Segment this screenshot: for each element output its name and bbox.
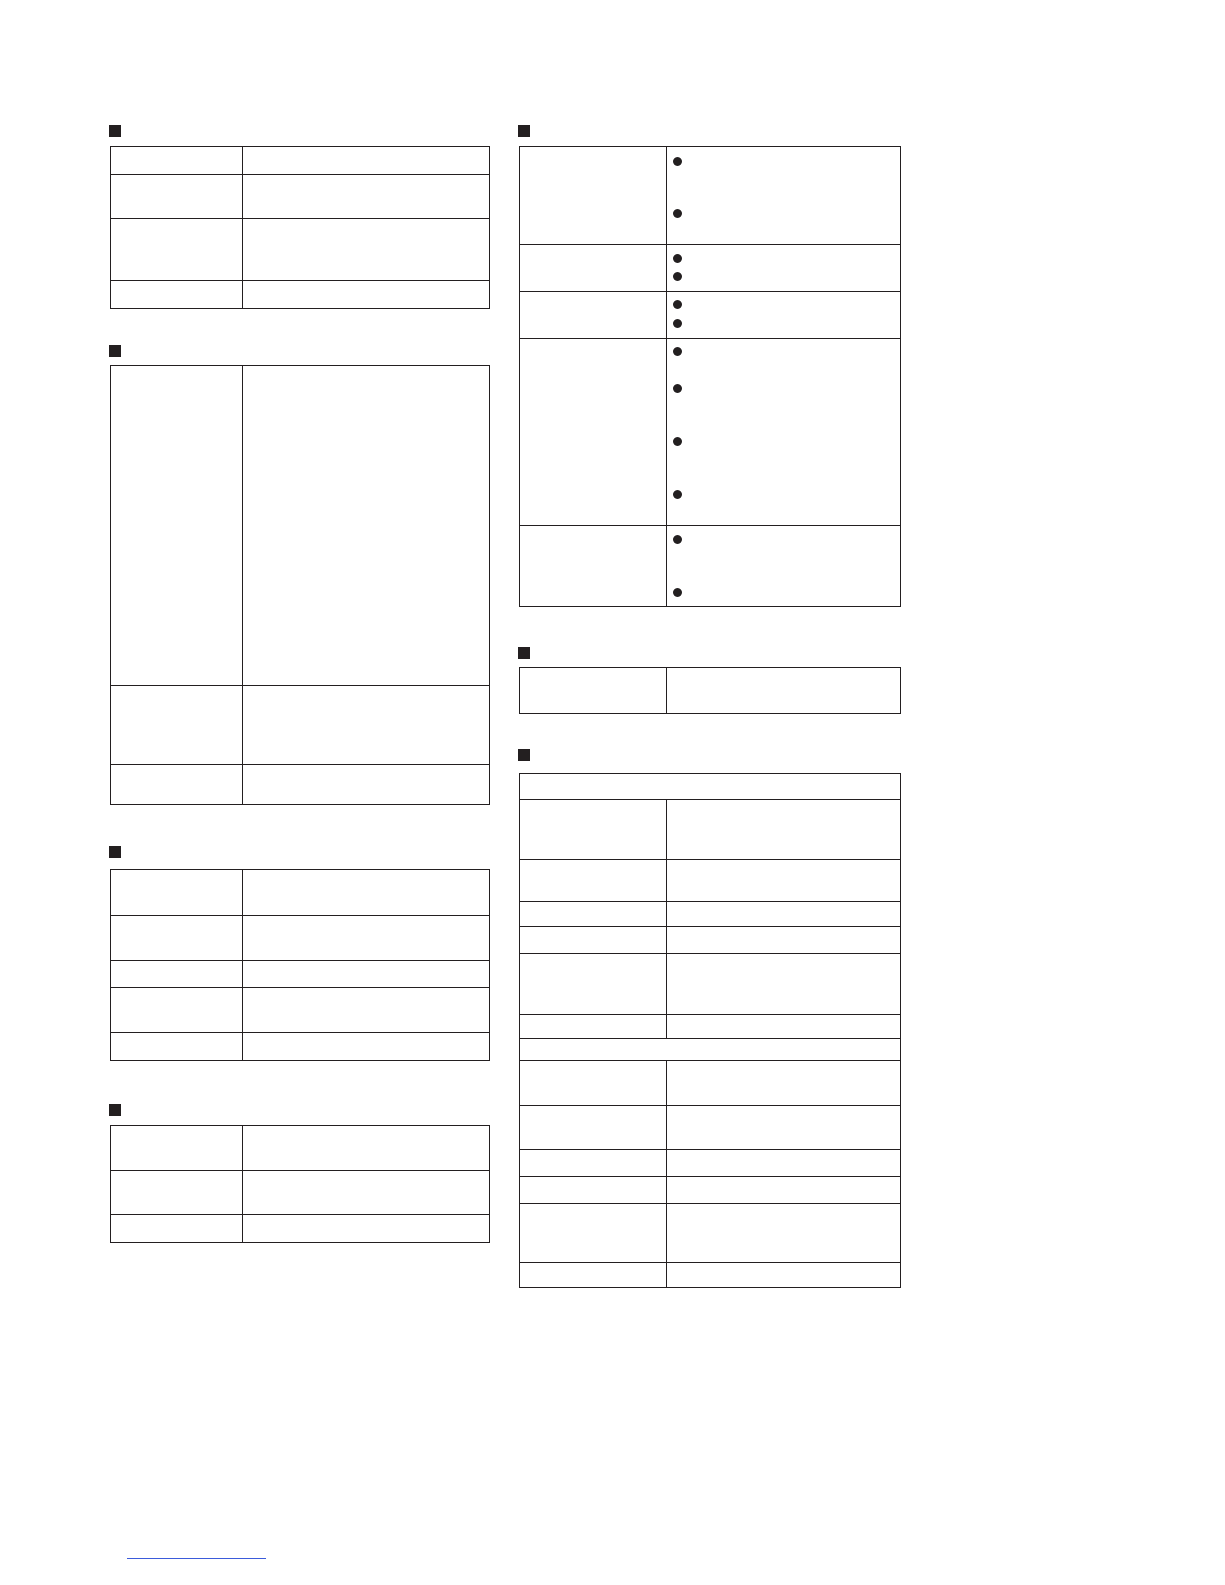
table-column-divider [666,1060,667,1287]
table-row-divider [111,915,489,916]
table-row-divider [111,174,489,175]
table-row-divider [520,901,900,902]
section-marker-icon [109,1104,121,1116]
table-row-divider [520,1038,900,1039]
table-row-divider [111,1032,489,1033]
list-bullet-icon [673,157,682,166]
table-row-divider [111,685,489,686]
table-row-divider [520,1060,900,1061]
table-column-divider [242,147,243,308]
table-row-divider [520,1203,900,1204]
spec-table-left-2 [110,365,490,805]
list-bullet-icon [673,254,682,263]
table-row-divider [520,859,900,860]
spec-table-left-4 [110,1125,490,1243]
spec-table-left-3 [110,869,490,1061]
section-marker-icon [518,125,530,137]
list-bullet-icon [673,347,682,356]
table-column-divider [666,147,667,606]
list-bullet-icon [673,535,682,544]
section-marker-icon [518,749,530,761]
table-column-divider [666,799,667,1038]
section-marker-icon [109,345,121,357]
list-bullet-icon [673,272,682,281]
list-bullet-icon [673,300,682,309]
table-row-divider [111,987,489,988]
table-row-divider [520,1014,900,1015]
list-bullet-icon [673,384,682,393]
list-bullet-icon [673,588,682,597]
table-row-divider [111,960,489,961]
table-row-divider [520,244,900,245]
table-row-divider [111,1170,489,1171]
list-bullet-icon [673,319,682,328]
table-row-divider [520,926,900,927]
table-row-divider [111,764,489,765]
list-bullet-icon [673,437,682,446]
table-row-divider [520,291,900,292]
table-row-divider [520,1262,900,1263]
table-column-divider [666,668,667,713]
table-row-divider [520,799,900,800]
table-row-divider [111,1214,489,1215]
table-column-divider [242,366,243,804]
table-row-divider [520,953,900,954]
section-marker-icon [109,125,121,137]
spec-table-left-1 [110,146,490,309]
footer-link-underline[interactable] [127,1558,266,1559]
table-column-divider [242,1126,243,1242]
spec-table-right-1 [519,146,901,607]
spec-table-right-3 [519,773,901,1288]
table-row-divider [520,1176,900,1177]
table-row-divider [520,525,900,526]
section-marker-icon [518,647,530,659]
table-row-divider [520,1105,900,1106]
table-row-divider [111,218,489,219]
spec-table-right-2 [519,667,901,714]
list-bullet-icon [673,209,682,218]
table-row-divider [111,280,489,281]
list-bullet-icon [673,490,682,499]
table-row-divider [520,1149,900,1150]
section-marker-icon [109,846,121,858]
table-row-divider [520,338,900,339]
